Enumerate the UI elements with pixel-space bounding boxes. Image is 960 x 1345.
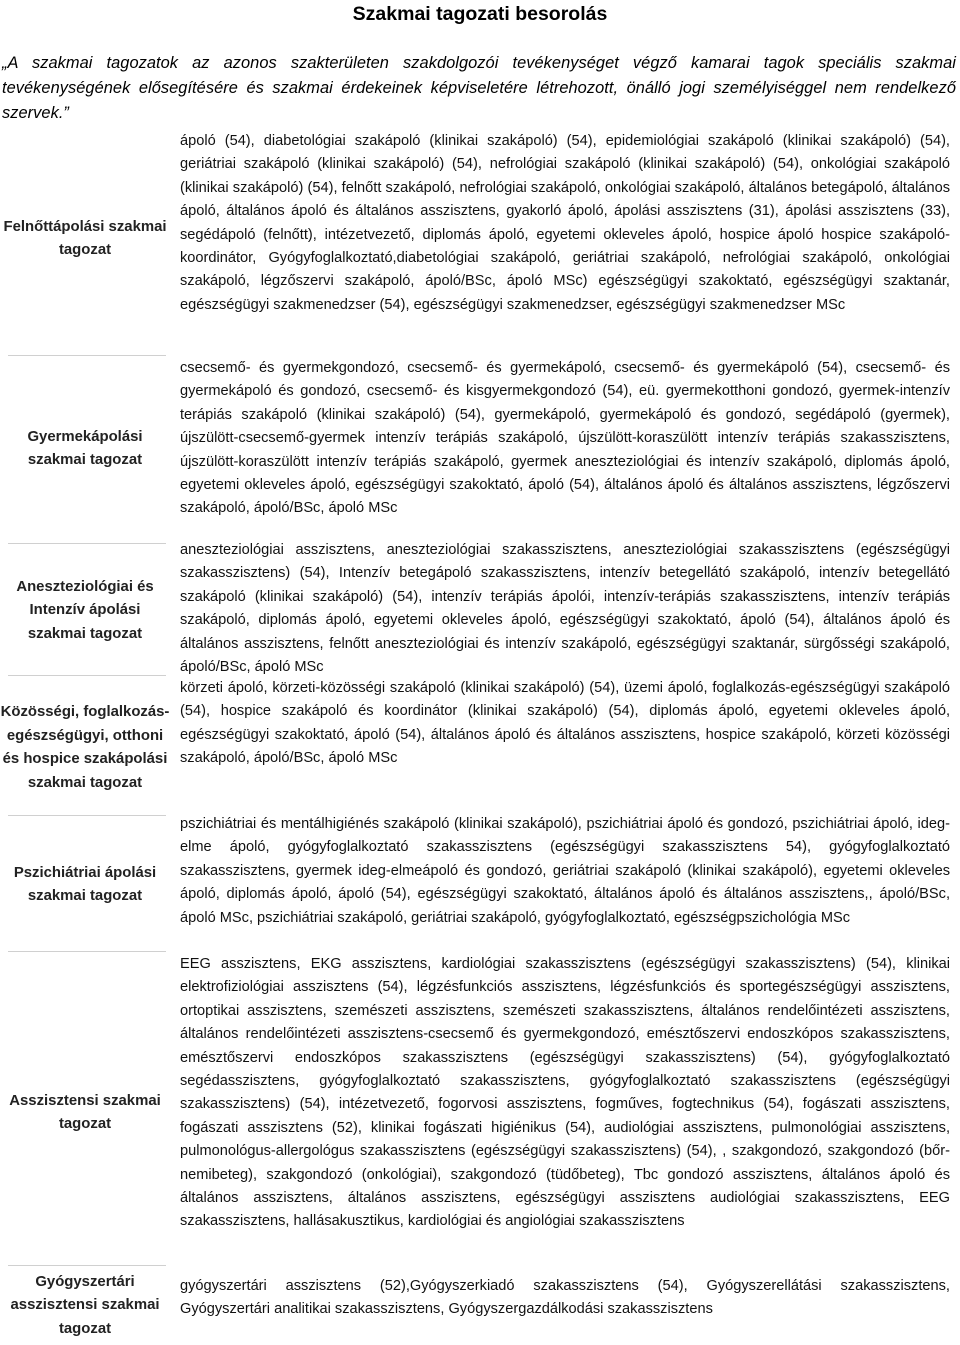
category-cell: Gyógyszertári asszisztensi szakmai tagozat [10,1273,160,1337]
category-cell: Közösségi, foglalkozás-egészségügyi, otthoni és hospice szakápolási szakmai tagozat [0,704,170,791]
table-row [0,817,958,953]
table-row [0,953,958,1273]
description-cell: csecsemő- és gyermekgondozó, csecsemő- és gyermekápoló, csecsemő- és gyermekápoló (54), csecsemő- és gyermekápoló és gondozó, csecsemő- és kisgyermekgondozó (54), eü. gyermekotthoni gondozó, gyermek-intenzív terápiás szakápoló (klinikai szakápoló) (54), gyermekápoló, gyermekápoló és gondozó, segédápoló (gyermek), újszülött-csecsemő-gyermek intenzív terápiás szakápoló, újszülött-koraszülött intenzív terápiás szakasszisztens, újszülött-koraszülött intenzív terápiás szakápoló, gyermek aneszteziológiai és intenzív szakápoló, diplomás ápoló, egyetemi okleveles ápoló, egészségügyi szakoktató, ápoló (54), általános ápoló és általános asszisztens, légzőszervi szakápoló, ápoló/BSc, ápoló MSc [180,360,950,517]
classification-table [0,125,958,1345]
description-cell: gyógyszertári asszisztens (52),Gyógyszerkiadó szakasszisztens (54), Gyógyszerellátási szakasszisztens, Gyógyszertári analitikai szakasszisztens, Gyógyszergazdálkodási szakasszisztens [180,1278,950,1318]
table-row [0,1267,958,1345]
row-divider [8,1265,166,1266]
category-cell: Felnőttápolási szakmai tagozat [3,218,167,258]
table-row [0,677,958,819]
description-cell: körzeti ápoló, körzeti-közösségi szakápoló (klinikai szakápoló) (54), üzemi ápoló, foglalkozás-egészségügyi szakápoló (54), hospice szakápoló és koordinátor (klinikai szakápoló) (54), diplomás ápoló, egyetemi okleveles ápoló, egészségügyi szakoktató, ápoló (54), általános ápoló és általános asszisztens, hospice szakápoló, körzeti közösségi szakápoló, ápoló/BSc, ápoló MSc [180,680,950,767]
page-title: Szakmai tagozati besorolás [352,3,608,25]
category-cell: Gyermekápolási szakmai tagozat [27,428,143,468]
table-row [0,357,958,541]
row-divider [8,543,166,544]
row-divider [8,355,166,356]
description-cell: pszichiátriai és mentálhigiénés szakápoló (klinikai szakápoló), pszichiátriai ápoló és gondozó, pszichiátriai ápoló, ideg-elme ápoló, gyógyfoglalkoztató szakasszisztens (egészségügyi szakasszisztens 54), gyógyfoglalkoztató szakasszisztens, gyermek ideg-elmeápoló és gondozó, geriátriai szakápoló (klinikai szakápoló), egyetemi okleveles ápoló, diplomás ápoló, ápoló (54), egészségügyi szakoktató, általános ápoló és általános asszisztens,, ápoló/BSc, ápoló MSc, pszichiátriai szakápoló, geriátriai szakápoló, gyógyfoglalkoztató, egészségpszichológia MSc [180,816,950,926]
table-row [0,542,958,677]
row-divider [8,675,166,676]
description-cell: EEG asszisztens, EKG asszisztens, kardiológiai szakasszisztens (egészségügyi szakasszisztens) (54), klinikai elektrofiziológiai asszisztens (54), légzésfunkciós asszisztens, légzésfunkciós és sportegészségügyi asszisztens, ortoptikai asszisztens, szemészeti asszisztens, szemészeti szakasszisztens, általános rendelőintézeti asszisztens, általános rendelőintézeti asszisztens-csecsemő és gyermekgondozó, emésztőszervi endoszkópos szakasszisztens, emésztőszervi endoszkópos szakasszisztens (egészségügyi szakasszisztens) (54), gyógyfoglalkoztató segédasszisztens, gyógyfoglalkoztató szakasszisztens, gyógyfoglalkoztató szakasszisztens (egészségügyi szakasszisztens) (54), intézetvezető, fogorvosi asszisztens, fogműves, fogtechnikus (54), fogászati asszisztens, fogászati asszisztens (52), klinikai fogászati higiénikus (54), audiológiai asszisztens, pulmonológiai asszisztens, pulmonológus-allergológus szakasszisztens (egészségügyi szakasszisztens) (54), , szakgondozó, szakgondozó (bőr-nemibeteg), szakgondozó (onkológiai), szakgondozó (tüdőbeteg), Tbc gondozó asszisztens, általános ápoló és általános asszisztens, általános asszisztens, egészségügyi asszisztens audiológiai szakasszisztens, EEG szakasszisztens, hallásakusztikus, kardiológiai és angiológiai szakasszisztens [180,956,950,1230]
description-cell: aneszteziológiai asszisztens, aneszteziológiai szakasszisztens, aneszteziológiai szakasszisztens (egészségügyi szakasszisztens) (54), Intenzív betegápoló szakasszisztens, intenzív betegellátó szakápoló, intenzív betegellátó szakápoló (klinikai szakápoló) (54), intenzív terápiás ápolói, intenzív-terápiás szakasszisztens, intenzív terápiás szakápoló, diplomás ápoló, egyetemi okleveles ápoló, egészségügyi szakoktató, ápoló (54), általános ápoló és általános asszisztens, felnőtt aneszteziológiai és intenzív szakápoló, egészségügyi szaktanár, sürgősségi szakápoló, ápoló/BSc, ápoló MSc [180,542,950,676]
row-divider [8,815,166,816]
category-cell: Pszichiátriai ápolási szakmai tagozat [13,864,157,904]
row-divider [8,951,166,952]
intro-paragraph: „A szakmai tagozatok az azonos szakterületen szakdolgozói tevékenységet végző kamarai tagok speciális szakmai tevékenységének elősegítésére és szakmai érdekeinek képviseletére létrehozott, önálló jogi személyiséggel nem rendelkező szervek.” [2,54,956,122]
category-cell: Asszisztensi szakmai tagozat [9,1092,161,1132]
description-cell: ápoló (54), diabetológiai szakápoló (klinikai szakápoló) (54), epidemiológiai szakápoló (klinikai szakápoló) (54), geriátriai szakápoló (klinikai szakápoló) (54), nefrológiai szakápoló (klinikai szakápoló) (54), onkológiai szakápoló (klinikai szakápoló) (54), felnőtt szakápoló, nefrológiai szakápoló, onkológiai szakápoló, általános betegápoló, általános ápoló, általános ápoló és általános asszisztens, gyakorló ápoló, ápolási asszisztens (31), ápolási asszisztens (33), segédápoló (felnőtt), intézetvezető, diplomás ápoló, egyetemi okleveles ápoló, hospice ápoló hospice szakápoló-koordinátor, Gyógyfoglalkoztató,diabetológiai szakápoló, geriátriai szakápoló, nefrológiai szakápoló, onkológiai szakápoló, légzőszervi szakápoló, ápoló/BSc, ápoló MSc) egészségügyi szakoktató, egészségügyi szaktanár, egészségügyi szakmenedzser (54), egészségügyi szakmenedzser, egészségügyi szakmenedzser MSc [180,133,950,313]
category-cell: Aneszteziológiai és Intenzív ápolási szakmai tagozat [16,578,154,642]
table-row [0,125,958,353]
